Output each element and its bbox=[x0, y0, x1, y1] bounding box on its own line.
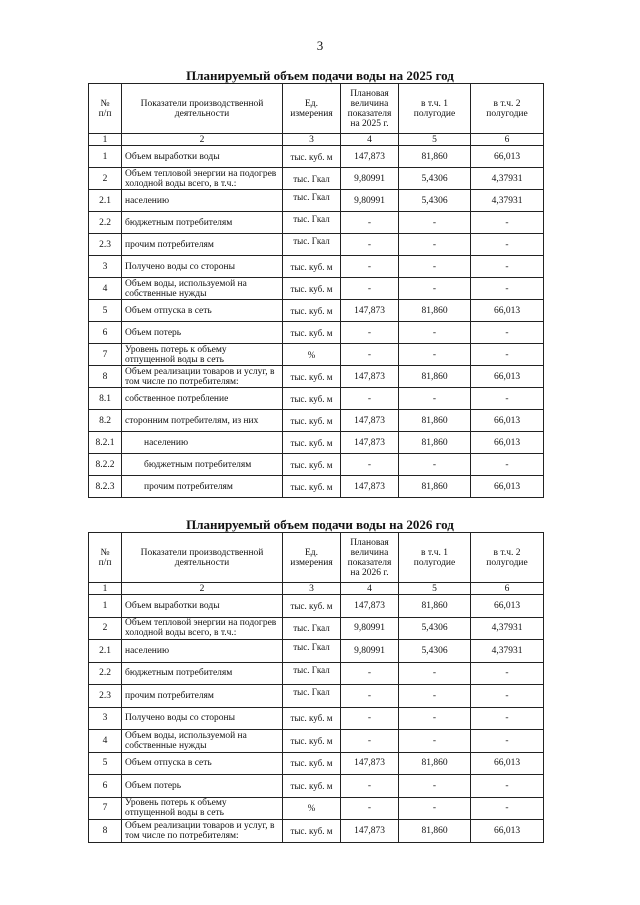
table-row bbox=[89, 820, 544, 843]
table-row bbox=[89, 617, 544, 640]
first-half-value: 81,860 bbox=[399, 300, 471, 322]
indicator-name: Получено воды со стороны bbox=[122, 256, 283, 278]
indicator-name: Объем выработки воды bbox=[122, 146, 283, 168]
second-half-value: 66,013 bbox=[471, 820, 544, 843]
indicator-name: населению bbox=[122, 190, 283, 212]
second-half-value: 66,013 bbox=[471, 432, 544, 454]
table-row bbox=[89, 432, 544, 454]
second-half-value: - bbox=[471, 707, 544, 730]
unit-of-measure: тыс. куб. м bbox=[283, 388, 341, 410]
second-half-value: - bbox=[471, 775, 544, 798]
column-index-1: 1 bbox=[89, 583, 122, 595]
unit-of-measure: тыс. куб. м bbox=[283, 476, 341, 498]
row-number: 8.2.2 bbox=[89, 454, 122, 476]
first-half-value: 5,4306 bbox=[399, 617, 471, 640]
row-number: 2.3 bbox=[89, 685, 122, 708]
row-number: 3 bbox=[89, 256, 122, 278]
indicator-name: Объем потерь bbox=[122, 322, 283, 344]
planned-value: - bbox=[341, 322, 399, 344]
row-number: 7 bbox=[89, 797, 122, 820]
unit-of-measure: тыс. куб. м bbox=[283, 146, 341, 168]
first-half-value: 81,860 bbox=[399, 820, 471, 843]
column-index-3: 3 bbox=[283, 583, 341, 595]
unit-of-measure: тыс. куб. м bbox=[283, 366, 341, 388]
indicator-name: Объем реализации товаров и услуг, в том числе по потребителям: bbox=[122, 366, 283, 388]
row-number: 8.2.3 bbox=[89, 476, 122, 498]
indicator-name: Объем отпуска в сеть bbox=[122, 752, 283, 775]
indicator-name: населению bbox=[122, 432, 283, 454]
header-indicator: Показатели производственной деятельности bbox=[122, 84, 283, 134]
planned-value: - bbox=[341, 797, 399, 820]
table-row bbox=[89, 212, 544, 234]
table-title-2026: Планируемый объем подачи воды на 2026 год bbox=[186, 517, 454, 532]
header-indicator: Показатели производственной деятельности bbox=[122, 533, 283, 583]
row-number: 5 bbox=[89, 752, 122, 775]
first-half-value: - bbox=[399, 454, 471, 476]
unit-of-measure: тыс. куб. м bbox=[283, 322, 341, 344]
table-row bbox=[89, 190, 544, 212]
table-row bbox=[89, 662, 544, 685]
column-index-4: 4 bbox=[341, 134, 399, 146]
first-half-value: - bbox=[399, 278, 471, 300]
table-row bbox=[89, 752, 544, 775]
column-index-1: 1 bbox=[89, 134, 122, 146]
indicator-name: Объем воды, используемой на собственные нужды bbox=[122, 278, 283, 300]
first-half-value: 81,860 bbox=[399, 595, 471, 618]
second-half-value: - bbox=[471, 730, 544, 753]
indicator-name: Объем выработки воды bbox=[122, 595, 283, 618]
first-half-value: 81,860 bbox=[399, 410, 471, 432]
header-plan-year: 2025 г. bbox=[362, 118, 389, 129]
column-index-5: 5 bbox=[399, 583, 471, 595]
second-half-value: - bbox=[471, 388, 544, 410]
first-half-value: - bbox=[399, 707, 471, 730]
first-half-value: 5,4306 bbox=[399, 640, 471, 663]
header-half2: в т.ч. 2 полугодие bbox=[471, 84, 544, 134]
planned-value: - bbox=[341, 707, 399, 730]
planned-value: 147,873 bbox=[341, 410, 399, 432]
row-number: 1 bbox=[89, 146, 122, 168]
planned-value: - bbox=[341, 234, 399, 256]
table-row bbox=[89, 388, 544, 410]
first-half-value: - bbox=[399, 775, 471, 798]
header-unit: Ед. измерения bbox=[283, 84, 341, 134]
indicator-name: прочим потребителям bbox=[122, 476, 283, 498]
header-half2: в т.ч. 2 полугодие bbox=[471, 533, 544, 583]
row-number: 2.1 bbox=[89, 640, 122, 663]
indicator-name: собственное потребление bbox=[122, 388, 283, 410]
column-index-2: 2 bbox=[122, 583, 283, 595]
planned-value: 147,873 bbox=[341, 476, 399, 498]
column-index-6: 6 bbox=[471, 583, 544, 595]
second-half-value: - bbox=[471, 797, 544, 820]
table-row bbox=[89, 730, 544, 753]
table-row bbox=[89, 256, 544, 278]
table-row bbox=[89, 278, 544, 300]
planned-value: - bbox=[341, 278, 399, 300]
second-half-value: 4,37931 bbox=[471, 190, 544, 212]
row-number: 8.2.1 bbox=[89, 432, 122, 454]
second-half-value: 66,013 bbox=[471, 300, 544, 322]
first-half-value: - bbox=[399, 212, 471, 234]
planned-value: - bbox=[341, 388, 399, 410]
first-half-value: - bbox=[399, 256, 471, 278]
row-number: 6 bbox=[89, 775, 122, 798]
row-number: 3 bbox=[89, 707, 122, 730]
planned-value: 147,873 bbox=[341, 146, 399, 168]
table-row bbox=[89, 410, 544, 432]
planned-value: - bbox=[341, 775, 399, 798]
second-half-value: 66,013 bbox=[471, 752, 544, 775]
second-half-value: - bbox=[471, 685, 544, 708]
first-half-value: - bbox=[399, 388, 471, 410]
table-row bbox=[89, 366, 544, 388]
second-half-value: 4,37931 bbox=[471, 168, 544, 190]
unit-of-measure: тыс. куб. м bbox=[283, 730, 341, 753]
indicator-name: населению bbox=[122, 640, 283, 663]
row-number: 7 bbox=[89, 344, 122, 366]
second-half-value: 4,37931 bbox=[471, 640, 544, 663]
table-row bbox=[89, 640, 544, 663]
row-number: 1 bbox=[89, 595, 122, 618]
planned-value: - bbox=[341, 730, 399, 753]
second-half-value: - bbox=[471, 322, 544, 344]
first-half-value: 81,860 bbox=[399, 146, 471, 168]
first-half-value: - bbox=[399, 322, 471, 344]
second-half-value: 66,013 bbox=[471, 366, 544, 388]
unit-of-measure: тыс. Гкал bbox=[283, 212, 341, 234]
header-num: № п/п bbox=[89, 533, 122, 583]
planned-value: 147,873 bbox=[341, 432, 399, 454]
water-supply-table-2026 bbox=[88, 532, 544, 843]
planned-value: 9,80991 bbox=[341, 640, 399, 663]
first-half-value: - bbox=[399, 344, 471, 366]
row-number: 2 bbox=[89, 168, 122, 190]
unit-of-measure: % bbox=[283, 797, 341, 820]
planned-value: 147,873 bbox=[341, 820, 399, 843]
first-half-value: 81,860 bbox=[399, 432, 471, 454]
table-row bbox=[89, 146, 544, 168]
first-half-value: - bbox=[399, 797, 471, 820]
table-row bbox=[89, 300, 544, 322]
unit-of-measure: тыс. куб. м bbox=[283, 454, 341, 476]
planned-value: 147,873 bbox=[341, 300, 399, 322]
table-row bbox=[89, 476, 544, 498]
unit-of-measure: тыс. куб. м bbox=[283, 820, 341, 843]
column-index-4: 4 bbox=[341, 583, 399, 595]
indicator-name: Объем воды, используемой на собственные нужды bbox=[122, 730, 283, 753]
second-half-value: 66,013 bbox=[471, 476, 544, 498]
header-num: № п/п bbox=[89, 84, 122, 134]
planned-value: 9,80991 bbox=[341, 190, 399, 212]
unit-of-measure: тыс. Гкал bbox=[283, 640, 341, 663]
row-number: 2.1 bbox=[89, 190, 122, 212]
first-half-value: - bbox=[399, 730, 471, 753]
unit-of-measure: тыс. куб. м bbox=[283, 300, 341, 322]
table-row bbox=[89, 344, 544, 366]
row-number: 4 bbox=[89, 278, 122, 300]
unit-of-measure: тыс. Гкал bbox=[283, 234, 341, 256]
indicator-name: прочим потребителям bbox=[122, 685, 283, 708]
planned-value: 147,873 bbox=[341, 752, 399, 775]
indicator-name: бюджетным потребителям bbox=[122, 662, 283, 685]
unit-of-measure: тыс. куб. м bbox=[283, 432, 341, 454]
planned-value: - bbox=[341, 212, 399, 234]
indicator-name: Уровень потерь к объему отпущенной воды в сеть bbox=[122, 344, 283, 366]
second-half-value: - bbox=[471, 278, 544, 300]
table-row bbox=[89, 454, 544, 476]
table-row bbox=[89, 685, 544, 708]
first-half-value: - bbox=[399, 685, 471, 708]
row-number: 2.3 bbox=[89, 234, 122, 256]
table-title-2025: Планируемый объем подачи воды на 2025 год bbox=[186, 68, 454, 83]
table-row bbox=[89, 595, 544, 618]
indicator-name: Объем потерь bbox=[122, 775, 283, 798]
first-half-value: 5,4306 bbox=[399, 190, 471, 212]
planned-value: - bbox=[341, 256, 399, 278]
indicator-name: сторонним потребителям, из них bbox=[122, 410, 283, 432]
table-row bbox=[89, 707, 544, 730]
planned-value: 9,80991 bbox=[341, 617, 399, 640]
unit-of-measure: тыс. Гкал bbox=[283, 662, 341, 685]
row-number: 6 bbox=[89, 322, 122, 344]
indicator-name: Объем реализации товаров и услуг, в том числе по потребителям: bbox=[122, 820, 283, 843]
column-index-2: 2 bbox=[122, 134, 283, 146]
column-index-3: 3 bbox=[283, 134, 341, 146]
unit-of-measure: тыс. Гкал bbox=[283, 685, 341, 708]
unit-of-measure: тыс. Гкал bbox=[283, 617, 341, 640]
row-number: 8 bbox=[89, 820, 122, 843]
indicator-name: Объем отпуска в сеть bbox=[122, 300, 283, 322]
planned-value: 9,80991 bbox=[341, 168, 399, 190]
unit-of-measure: тыс. куб. м bbox=[283, 752, 341, 775]
second-half-value: - bbox=[471, 256, 544, 278]
first-half-value: 5,4306 bbox=[399, 168, 471, 190]
second-half-value: 4,37931 bbox=[471, 617, 544, 640]
second-half-value: - bbox=[471, 234, 544, 256]
column-index-6: 6 bbox=[471, 134, 544, 146]
header-half1: в т.ч. 1 полугодие bbox=[399, 84, 471, 134]
indicator-name: Уровень потерь к объему отпущенной воды в сеть bbox=[122, 797, 283, 820]
unit-of-measure: тыс. Гкал bbox=[283, 168, 341, 190]
row-number: 2.2 bbox=[89, 212, 122, 234]
second-half-value: 66,013 bbox=[471, 410, 544, 432]
page-number: 3 bbox=[316, 38, 324, 53]
unit-of-measure: тыс. куб. м bbox=[283, 595, 341, 618]
second-half-value: - bbox=[471, 454, 544, 476]
water-supply-table-2025 bbox=[88, 83, 544, 498]
indicator-name: Получено воды со стороны bbox=[122, 707, 283, 730]
unit-of-measure: тыс. куб. м bbox=[283, 707, 341, 730]
first-half-value: - bbox=[399, 662, 471, 685]
row-number: 8.1 bbox=[89, 388, 122, 410]
table-row bbox=[89, 234, 544, 256]
unit-of-measure: % bbox=[283, 344, 341, 366]
unit-of-measure: тыс. Гкал bbox=[283, 190, 341, 212]
indicator-name: Объем тепловой энергии на подогрев холодной воды всего, в т.ч.: bbox=[122, 617, 283, 640]
indicator-name: бюджетным потребителям bbox=[122, 212, 283, 234]
table-row bbox=[89, 322, 544, 344]
table-row bbox=[89, 797, 544, 820]
second-half-value: 66,013 bbox=[471, 595, 544, 618]
header-unit: Ед. измерения bbox=[283, 533, 341, 583]
second-half-value: - bbox=[471, 662, 544, 685]
first-half-value: 81,860 bbox=[399, 366, 471, 388]
second-half-value: - bbox=[471, 344, 544, 366]
second-half-value: 66,013 bbox=[471, 146, 544, 168]
row-number: 4 bbox=[89, 730, 122, 753]
table-row bbox=[89, 775, 544, 798]
first-half-value: - bbox=[399, 234, 471, 256]
row-number: 5 bbox=[89, 300, 122, 322]
row-number: 8 bbox=[89, 366, 122, 388]
row-number: 8.2 bbox=[89, 410, 122, 432]
header-plan-year: 2026 г. bbox=[362, 567, 389, 578]
header-plan: Плановая величина показателя на 2026 г. bbox=[341, 533, 399, 583]
unit-of-measure: тыс. куб. м bbox=[283, 410, 341, 432]
unit-of-measure: тыс. куб. м bbox=[283, 775, 341, 798]
header-half1: в т.ч. 1 полугодие bbox=[399, 533, 471, 583]
row-number: 2 bbox=[89, 617, 122, 640]
first-half-value: 81,860 bbox=[399, 476, 471, 498]
unit-of-measure: тыс. куб. м bbox=[283, 256, 341, 278]
planned-value: 147,873 bbox=[341, 595, 399, 618]
row-number: 2.2 bbox=[89, 662, 122, 685]
first-half-value: 81,860 bbox=[399, 752, 471, 775]
planned-value: 147,873 bbox=[341, 366, 399, 388]
planned-value: - bbox=[341, 662, 399, 685]
unit-of-measure: тыс. куб. м bbox=[283, 278, 341, 300]
planned-value: - bbox=[341, 685, 399, 708]
planned-value: - bbox=[341, 344, 399, 366]
indicator-name: бюджетным потребителям bbox=[122, 454, 283, 476]
header-plan: Плановая величина показателя на 2025 г. bbox=[341, 84, 399, 134]
indicator-name: прочим потребителям bbox=[122, 234, 283, 256]
table-row bbox=[89, 168, 544, 190]
column-index-5: 5 bbox=[399, 134, 471, 146]
planned-value: - bbox=[341, 454, 399, 476]
indicator-name: Объем тепловой энергии на подогрев холодной воды всего, в т.ч.: bbox=[122, 168, 283, 190]
second-half-value: - bbox=[471, 212, 544, 234]
